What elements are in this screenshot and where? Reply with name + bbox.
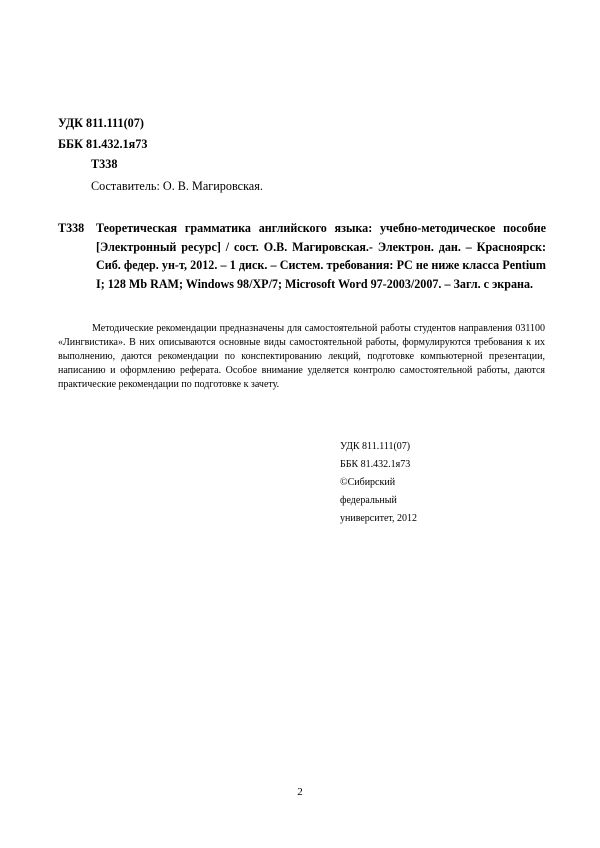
bibliographic-record	[58, 219, 546, 293]
page-number: 2	[297, 786, 303, 798]
block-udk: УДК 811.111(07)	[340, 441, 411, 452]
abstract-paragraph: Методические рекомендации предназначены для самостоятельной работы студентов направления 031100 «Лингвистика». В них описываются основные виды самостоятельной работы, формулируются требования к их выполнению, даются рекомендации по конспектированию лекций, подготовке компьютерной презентации, написанию и оформлению реферата. Особое внимание уделяется контролю самостоятельной работы, даются практические рекомендации по подготовке к зачету.	[58, 323, 545, 390]
bibliographic-code: Т338	[58, 221, 85, 235]
author-code: Т338	[91, 157, 118, 171]
block-year-line: университет, 2012	[340, 513, 418, 524]
block-bbk: ББК 81.432.1я73	[340, 459, 411, 470]
bbk-code: ББК 81.432.1я73	[58, 137, 148, 151]
block-publisher-line: федеральный	[340, 495, 397, 506]
udk-code: УДК 811.111(07)	[58, 116, 144, 130]
compiler-line: Составитель: О. В. Магировская.	[91, 179, 263, 193]
classification-block	[340, 438, 500, 528]
block-copyright: ©Сибирский	[340, 477, 396, 488]
bibliographic-description: Теоретическая грамматика английского языка: учебно-методическое пособие [Электронный ресурс] / сост. О.В. Магировская.- Электрон. дан. – Красноярск: Сиб. федер. ун-т, 2012. – 1 диск. – Систем. требования: PC не ниже класса Pentium I; 128 Mb RAM; Windows 98/XP/7; Microsoft Word 97-2003/2007. – Загл. с экрана.	[96, 221, 546, 291]
